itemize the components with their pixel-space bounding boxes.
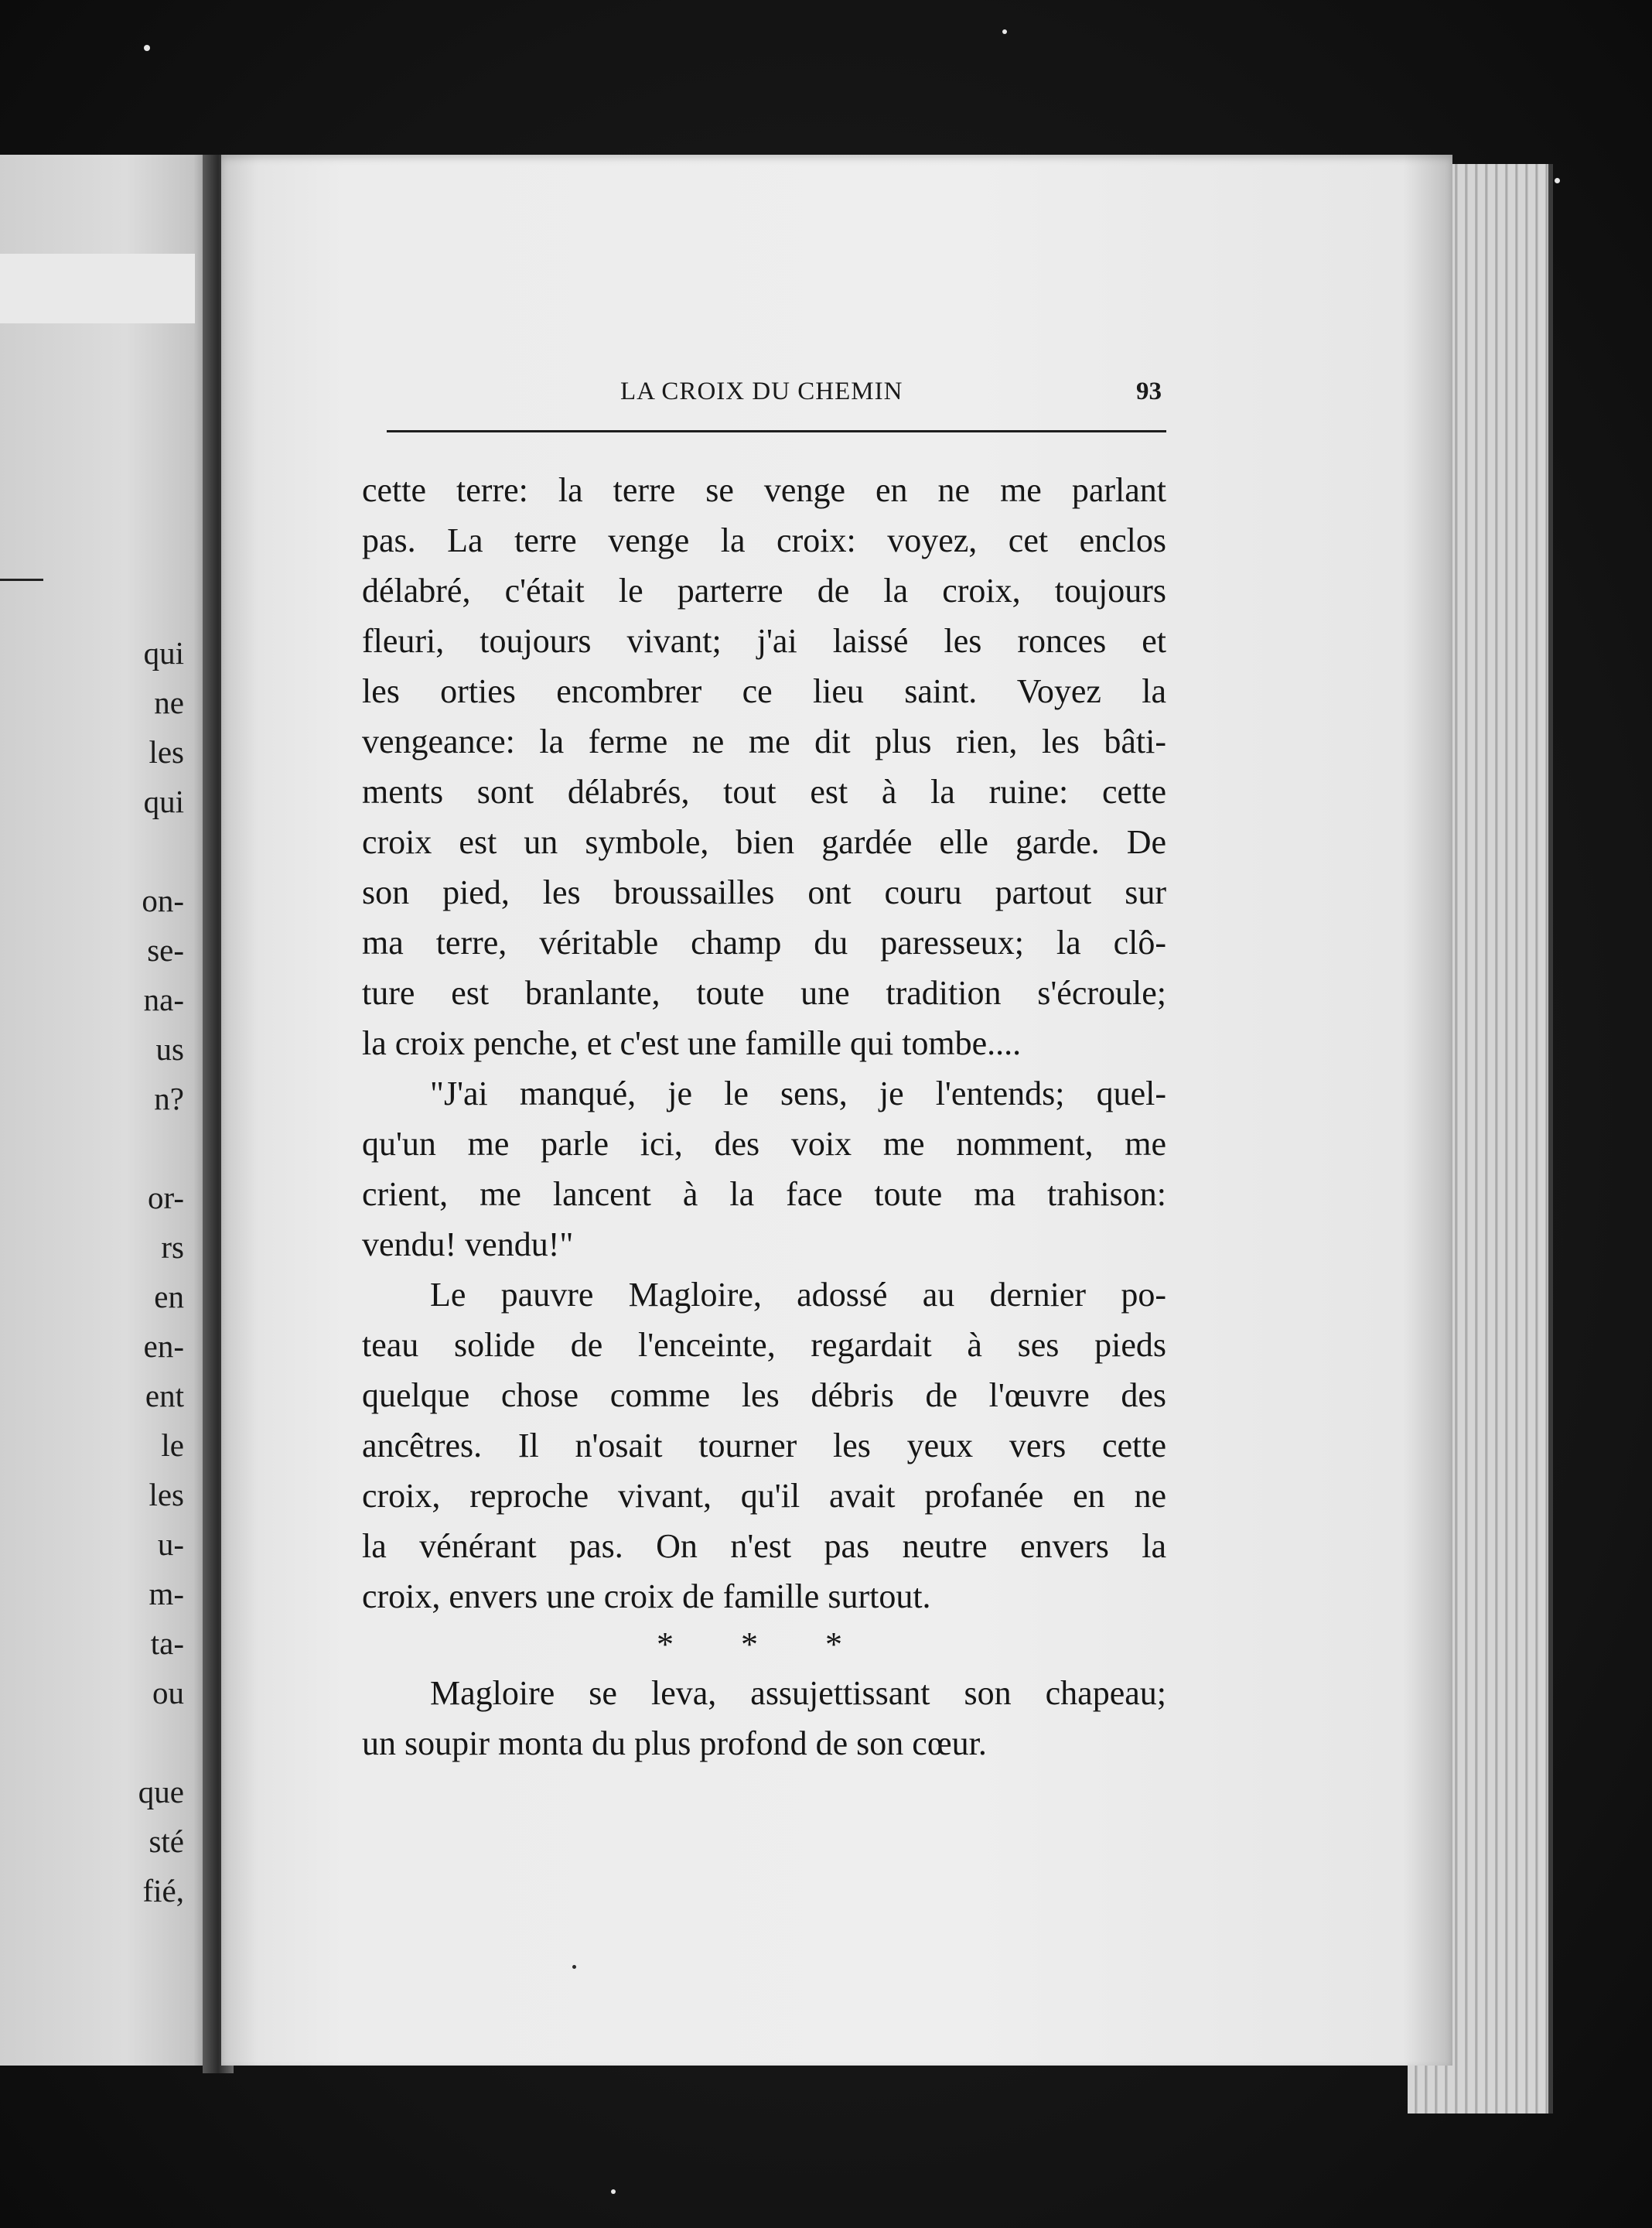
text-line: ma terre, véritable champ du paresseux; la clô- [362, 924, 1166, 962]
previous-page-header-rule [0, 579, 43, 581]
previous-page-fragment: le [161, 1427, 184, 1463]
text-line: Magloire se leva, assujettissant son chapeau; [430, 1674, 1166, 1712]
text-line: teau solide de l'enceinte, regardait à ses pieds [362, 1326, 1166, 1364]
previous-page-fragment: en [154, 1279, 184, 1314]
previous-page-fragment: ou [152, 1675, 184, 1710]
text-line: vendu! vendu!" [362, 1225, 574, 1263]
previous-page-fragment: n? [154, 1081, 184, 1116]
previous-page-fragment: rs [161, 1229, 184, 1265]
previous-page-fragment: qui [143, 784, 184, 819]
previous-page-fragment: or- [148, 1180, 184, 1215]
previous-page-fragment: les [148, 1477, 184, 1512]
text-line: cette terre: la terre se venge en ne me parlant [362, 471, 1166, 509]
dust-speck [611, 2189, 616, 2194]
paragraph [362, 1269, 1166, 1621]
text-line: délabré, c'était le parterre de la croix, toujours [362, 572, 1166, 610]
text-line: crient, me lancent à la face toute ma trahison: [362, 1175, 1166, 1213]
previous-page-fragment: on- [142, 883, 184, 918]
text-line: la croix penche, et c'est une famille qui tombe.... [362, 1024, 1022, 1062]
dust-speck [1555, 178, 1560, 183]
page-number: 93 [1136, 378, 1162, 405]
previous-page-fragment: m- [148, 1576, 184, 1611]
text-line: qu'un me parle ici, des voix me nomment, me [362, 1125, 1166, 1163]
text-line: les orties encombrer ce lieu saint. Voyez la [362, 672, 1166, 710]
dust-speck [572, 1965, 576, 1969]
previous-page-fragment: na- [143, 982, 184, 1017]
text-line: croix est un symbole, bien gardée elle garde. De [362, 823, 1166, 861]
previous-page-fragment: les [148, 734, 184, 770]
text-line: ments sont délabrés, tout est à la ruine: cette [362, 773, 1166, 811]
text-line: ancêtres. Il n'osait tourner les yeux vers cette [362, 1427, 1166, 1464]
text-line: Le pauvre Magloire, adossé au dernier po- [430, 1276, 1166, 1314]
text-line: un soupir monta du plus profond de son cœur. [362, 1724, 987, 1762]
text-line: son pied, les broussailles ont couru partout sur [362, 873, 1166, 911]
text-line: quelque chose comme les débris de l'œuvre des [362, 1376, 1166, 1414]
previous-page-tab [0, 254, 195, 323]
previous-page-fragment: que [138, 1774, 184, 1809]
section-break [362, 1621, 1166, 1668]
previous-page-fragment: us [155, 1031, 184, 1067]
previous-page-fragment: ne [154, 685, 184, 720]
paragraph [362, 1668, 1166, 1768]
previous-page-fragment: en- [143, 1328, 184, 1364]
text-line: la vénérant pas. On n'est pas neutre envers la [362, 1527, 1166, 1565]
text-line: croix, envers une croix de famille surtout. [362, 1577, 931, 1615]
previous-page-fragment: qui [143, 635, 184, 671]
header-rule [387, 430, 1166, 432]
previous-page-fragment: fié, [142, 1873, 184, 1908]
running-header [387, 378, 1169, 424]
running-title: LA CROIX DU CHEMIN [620, 378, 903, 405]
text-line: vengeance: la ferme ne me dit plus rien, les bâti- [362, 723, 1166, 760]
paragraph [362, 465, 1166, 1068]
text-line: fleuri, toujours vivant; j'ai laissé les ronces et [362, 622, 1166, 660]
text-line: "J'ai manqué, je le sens, je l'entends; quel- [430, 1075, 1166, 1112]
text-line: pas. La terre venge la croix: voyez, cet enclos [362, 521, 1166, 559]
dust-speck [1002, 29, 1007, 34]
asterism: * * * [657, 1625, 872, 1663]
text-line: ture est branlante, toute une tradition s'écroule; [362, 974, 1166, 1012]
previous-page-fragment: ta- [150, 1625, 184, 1661]
text-line: croix, reproche vivant, qu'il avait profanée en ne [362, 1477, 1166, 1515]
dust-speck [144, 45, 150, 51]
previous-page-fragment: ent [145, 1378, 184, 1413]
previous-page-fragment: sté [148, 1823, 184, 1859]
previous-page-fragment: se- [147, 932, 184, 968]
previous-page-fragment: u- [157, 1526, 184, 1562]
paragraph [362, 1068, 1166, 1269]
previous-page-edge [0, 155, 210, 2066]
page-body [362, 465, 1166, 1768]
